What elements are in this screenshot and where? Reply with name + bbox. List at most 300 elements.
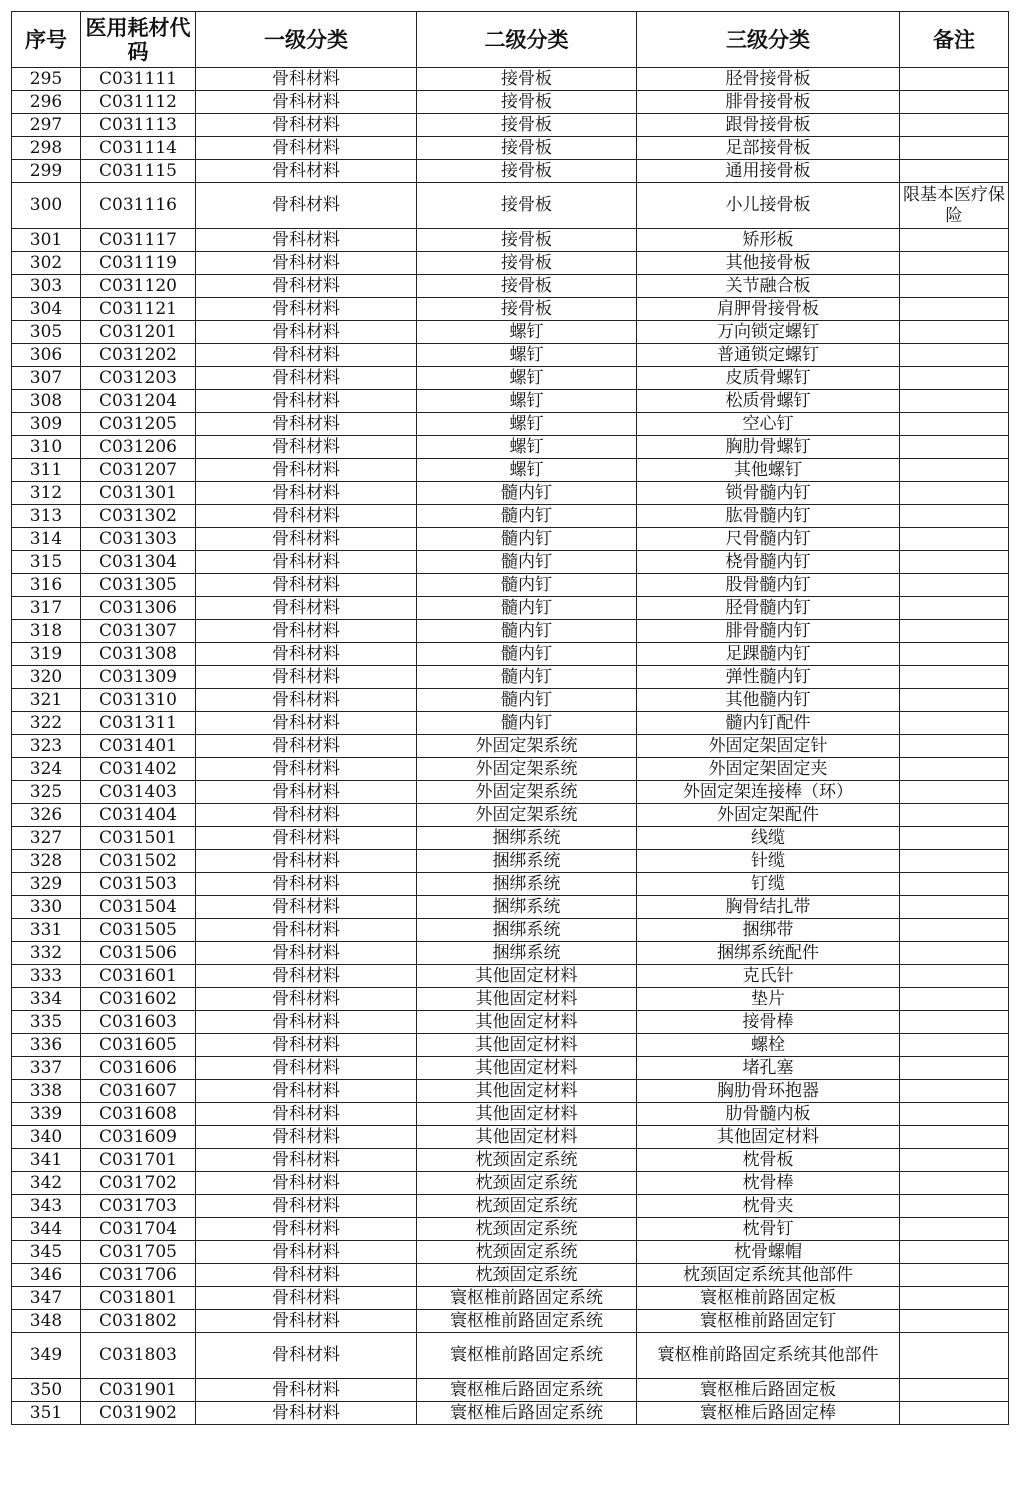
cell-level3: 寰枢椎前路固定系统其他部件 <box>637 1333 900 1379</box>
table-row <box>12 873 1009 896</box>
cell-level2: 髓内钉 <box>417 482 637 505</box>
cell-note <box>900 413 1009 436</box>
cell-level2: 枕颈固定系统 <box>417 1218 637 1241</box>
table-row <box>12 367 1009 390</box>
cell-code: C031602 <box>81 988 196 1011</box>
cell-level3: 捆绑带 <box>637 919 900 942</box>
cell-level3: 股骨髓内钉 <box>637 574 900 597</box>
cell-seq: 339 <box>12 1103 81 1126</box>
table-row <box>12 1034 1009 1057</box>
cell-note <box>900 620 1009 643</box>
cell-level1: 骨科材料 <box>196 390 417 413</box>
cell-level1: 骨科材料 <box>196 643 417 666</box>
cell-level3: 枕骨板 <box>637 1149 900 1172</box>
cell-level1: 骨科材料 <box>196 873 417 896</box>
cell-code: C031306 <box>81 597 196 620</box>
cell-level3: 小儿接骨板 <box>637 183 900 229</box>
cell-note <box>900 1149 1009 1172</box>
cell-level1: 骨科材料 <box>196 827 417 850</box>
table-body <box>12 68 1009 1425</box>
cell-note <box>900 1057 1009 1080</box>
cell-level1: 骨科材料 <box>196 1034 417 1057</box>
cell-level2: 接骨板 <box>417 160 637 183</box>
cell-note <box>900 252 1009 275</box>
cell-level3: 线缆 <box>637 827 900 850</box>
cell-code: C031307 <box>81 620 196 643</box>
cell-code: C031206 <box>81 436 196 459</box>
cell-level2: 接骨板 <box>417 91 637 114</box>
cell-level2: 接骨板 <box>417 183 637 229</box>
cell-seq: 328 <box>12 850 81 873</box>
cell-seq: 343 <box>12 1195 81 1218</box>
cell-note <box>900 160 1009 183</box>
cell-note <box>900 643 1009 666</box>
cell-level3: 外固定架固定针 <box>637 735 900 758</box>
cell-level2: 髓内钉 <box>417 666 637 689</box>
cell-note <box>900 344 1009 367</box>
cell-level2: 寰枢椎前路固定系统 <box>417 1310 637 1333</box>
cell-level1: 骨科材料 <box>196 597 417 620</box>
cell-note <box>900 1264 1009 1287</box>
cell-code: C031119 <box>81 252 196 275</box>
cell-seq: 324 <box>12 758 81 781</box>
cell-level2: 螺钉 <box>417 413 637 436</box>
cell-note <box>900 229 1009 252</box>
cell-code: C031403 <box>81 781 196 804</box>
table-row <box>12 712 1009 735</box>
cell-level3: 枕骨夹 <box>637 1195 900 1218</box>
table-row <box>12 298 1009 321</box>
cell-level2: 接骨板 <box>417 229 637 252</box>
table-row <box>12 689 1009 712</box>
cell-code: C031607 <box>81 1080 196 1103</box>
table-row <box>12 666 1009 689</box>
cell-code: C031204 <box>81 390 196 413</box>
cell-note <box>900 942 1009 965</box>
cell-level3: 枕骨螺帽 <box>637 1241 900 1264</box>
table-row <box>12 482 1009 505</box>
cell-level1: 骨科材料 <box>196 160 417 183</box>
table-row <box>12 735 1009 758</box>
cell-seq: 300 <box>12 183 81 229</box>
cell-level2: 其他固定材料 <box>417 1126 637 1149</box>
cell-level2: 髓内钉 <box>417 551 637 574</box>
cell-level3: 肋骨髓内板 <box>637 1103 900 1126</box>
cell-level3: 捆绑系统配件 <box>637 942 900 965</box>
cell-level1: 骨科材料 <box>196 1218 417 1241</box>
table-row <box>12 436 1009 459</box>
cell-level2: 外固定架系统 <box>417 781 637 804</box>
cell-code: C031901 <box>81 1379 196 1402</box>
cell-seq: 334 <box>12 988 81 1011</box>
cell-note <box>900 1172 1009 1195</box>
cell-note <box>900 1241 1009 1264</box>
cell-seq: 305 <box>12 321 81 344</box>
cell-code: C031606 <box>81 1057 196 1080</box>
cell-level2: 枕颈固定系统 <box>417 1172 637 1195</box>
cell-level1: 骨科材料 <box>196 68 417 91</box>
cell-level2: 枕颈固定系统 <box>417 1195 637 1218</box>
table-row <box>12 1126 1009 1149</box>
cell-code: C031112 <box>81 91 196 114</box>
cell-level3: 其他接骨板 <box>637 252 900 275</box>
cell-seq: 340 <box>12 1126 81 1149</box>
table-row <box>12 1218 1009 1241</box>
cell-level3: 枕骨棒 <box>637 1172 900 1195</box>
cell-seq: 310 <box>12 436 81 459</box>
cell-seq: 308 <box>12 390 81 413</box>
cell-code: C031310 <box>81 689 196 712</box>
cell-seq: 298 <box>12 137 81 160</box>
table-row <box>12 896 1009 919</box>
header-code: 医用耗材代码 <box>81 12 196 68</box>
cell-code: C031503 <box>81 873 196 896</box>
cell-note <box>900 850 1009 873</box>
cell-level3: 其他螺钉 <box>637 459 900 482</box>
cell-seq: 341 <box>12 1149 81 1172</box>
table-row <box>12 551 1009 574</box>
cell-code: C031504 <box>81 896 196 919</box>
cell-level3: 关节融合板 <box>637 275 900 298</box>
cell-note <box>900 712 1009 735</box>
cell-seq: 297 <box>12 114 81 137</box>
cell-note: 限基本医疗保险 <box>900 183 1009 229</box>
cell-level2: 接骨板 <box>417 275 637 298</box>
cell-level3: 足部接骨板 <box>637 137 900 160</box>
cell-level2: 螺钉 <box>417 390 637 413</box>
cell-level1: 骨科材料 <box>196 528 417 551</box>
cell-level2: 捆绑系统 <box>417 896 637 919</box>
cell-note <box>900 1080 1009 1103</box>
cell-level1: 骨科材料 <box>196 919 417 942</box>
cell-code: C031404 <box>81 804 196 827</box>
cell-level1: 骨科材料 <box>196 689 417 712</box>
cell-level3: 松质骨螺钉 <box>637 390 900 413</box>
cell-level3: 矫形板 <box>637 229 900 252</box>
cell-code: C031121 <box>81 298 196 321</box>
table-row <box>12 505 1009 528</box>
cell-seq: 315 <box>12 551 81 574</box>
cell-note <box>900 68 1009 91</box>
cell-seq: 351 <box>12 1402 81 1425</box>
cell-level1: 骨科材料 <box>196 91 417 114</box>
cell-level1: 骨科材料 <box>196 1310 417 1333</box>
cell-seq: 314 <box>12 528 81 551</box>
cell-level2: 其他固定材料 <box>417 1057 637 1080</box>
cell-level1: 骨科材料 <box>196 942 417 965</box>
cell-level1: 骨科材料 <box>196 505 417 528</box>
cell-level2: 枕颈固定系统 <box>417 1264 637 1287</box>
cell-seq: 307 <box>12 367 81 390</box>
cell-code: C031803 <box>81 1333 196 1379</box>
cell-level1: 骨科材料 <box>196 758 417 781</box>
table-row <box>12 919 1009 942</box>
table-row <box>12 390 1009 413</box>
cell-level2: 其他固定材料 <box>417 1011 637 1034</box>
cell-level1: 骨科材料 <box>196 183 417 229</box>
cell-level1: 骨科材料 <box>196 781 417 804</box>
cell-note <box>900 1011 1009 1034</box>
cell-note <box>900 91 1009 114</box>
cell-code: C031202 <box>81 344 196 367</box>
cell-level2: 髓内钉 <box>417 505 637 528</box>
cell-level2: 外固定架系统 <box>417 735 637 758</box>
cell-seq: 299 <box>12 160 81 183</box>
table-row <box>12 758 1009 781</box>
table-row <box>12 321 1009 344</box>
cell-code: C031801 <box>81 1287 196 1310</box>
cell-level1: 骨科材料 <box>196 321 417 344</box>
cell-level3: 空心钉 <box>637 413 900 436</box>
cell-level1: 骨科材料 <box>196 712 417 735</box>
cell-level2: 螺钉 <box>417 367 637 390</box>
cell-seq: 337 <box>12 1057 81 1080</box>
table-row <box>12 1264 1009 1287</box>
header-seq: 序号 <box>12 12 81 68</box>
table-row <box>12 643 1009 666</box>
table-row <box>12 781 1009 804</box>
cell-code: C031301 <box>81 482 196 505</box>
cell-level2: 外固定架系统 <box>417 758 637 781</box>
table-row <box>12 160 1009 183</box>
cell-level1: 骨科材料 <box>196 1080 417 1103</box>
table-row <box>12 1287 1009 1310</box>
cell-level3: 钉缆 <box>637 873 900 896</box>
table-row <box>12 413 1009 436</box>
cell-level2: 接骨板 <box>417 298 637 321</box>
cell-level1: 骨科材料 <box>196 1402 417 1425</box>
cell-code: C031205 <box>81 413 196 436</box>
cell-level3: 外固定架连接棒（环） <box>637 781 900 804</box>
cell-level1: 骨科材料 <box>196 114 417 137</box>
cell-code: C031401 <box>81 735 196 758</box>
cell-code: C031703 <box>81 1195 196 1218</box>
cell-code: C031601 <box>81 965 196 988</box>
cell-level2: 其他固定材料 <box>417 1034 637 1057</box>
cell-note <box>900 735 1009 758</box>
cell-seq: 302 <box>12 252 81 275</box>
cell-seq: 332 <box>12 942 81 965</box>
cell-note <box>900 551 1009 574</box>
cell-note <box>900 666 1009 689</box>
cell-seq: 318 <box>12 620 81 643</box>
cell-code: C031111 <box>81 68 196 91</box>
cell-level3: 枕颈固定系统其他部件 <box>637 1264 900 1287</box>
cell-code: C031309 <box>81 666 196 689</box>
cell-level1: 骨科材料 <box>196 735 417 758</box>
cell-seq: 345 <box>12 1241 81 1264</box>
cell-level3: 髓内钉配件 <box>637 712 900 735</box>
table-row <box>12 1103 1009 1126</box>
cell-seq: 346 <box>12 1264 81 1287</box>
cell-level3: 寰枢椎前路固定钉 <box>637 1310 900 1333</box>
cell-code: C031207 <box>81 459 196 482</box>
cell-note <box>900 1310 1009 1333</box>
cell-seq: 317 <box>12 597 81 620</box>
cell-level1: 骨科材料 <box>196 1057 417 1080</box>
cell-level3: 足踝髓内钉 <box>637 643 900 666</box>
cell-level1: 骨科材料 <box>196 436 417 459</box>
cell-note <box>900 528 1009 551</box>
cell-level2: 寰枢椎前路固定系统 <box>417 1287 637 1310</box>
cell-code: C031501 <box>81 827 196 850</box>
cell-level3: 桡骨髓内钉 <box>637 551 900 574</box>
cell-code: C031402 <box>81 758 196 781</box>
cell-code: C031802 <box>81 1310 196 1333</box>
cell-code: C031704 <box>81 1218 196 1241</box>
cell-level1: 骨科材料 <box>196 459 417 482</box>
cell-seq: 329 <box>12 873 81 896</box>
cell-level3: 接骨棒 <box>637 1011 900 1034</box>
table-row <box>12 183 1009 229</box>
cell-note <box>900 459 1009 482</box>
cell-note <box>900 988 1009 1011</box>
cell-level3: 寰枢椎后路固定板 <box>637 1379 900 1402</box>
cell-seq: 319 <box>12 643 81 666</box>
cell-level3: 弹性髓内钉 <box>637 666 900 689</box>
cell-level1: 骨科材料 <box>196 1011 417 1034</box>
cell-note <box>900 298 1009 321</box>
cell-note <box>900 1402 1009 1425</box>
cell-level2: 其他固定材料 <box>417 1103 637 1126</box>
cell-note <box>900 1287 1009 1310</box>
table-row <box>12 137 1009 160</box>
cell-note <box>900 114 1009 137</box>
header-level3: 三级分类 <box>637 12 900 68</box>
cell-level1: 骨科材料 <box>196 298 417 321</box>
cell-level1: 骨科材料 <box>196 551 417 574</box>
cell-level1: 骨科材料 <box>196 1379 417 1402</box>
cell-seq: 303 <box>12 275 81 298</box>
cell-level1: 骨科材料 <box>196 620 417 643</box>
cell-seq: 347 <box>12 1287 81 1310</box>
cell-code: C031116 <box>81 183 196 229</box>
cell-level2: 枕颈固定系统 <box>417 1241 637 1264</box>
cell-level1: 骨科材料 <box>196 1241 417 1264</box>
cell-note <box>900 597 1009 620</box>
cell-seq: 333 <box>12 965 81 988</box>
table-row <box>12 528 1009 551</box>
cell-level1: 骨科材料 <box>196 965 417 988</box>
cell-level1: 骨科材料 <box>196 413 417 436</box>
table-row <box>12 804 1009 827</box>
cell-level2: 捆绑系统 <box>417 942 637 965</box>
cell-level1: 骨科材料 <box>196 1333 417 1379</box>
table-row <box>12 229 1009 252</box>
cell-note <box>900 919 1009 942</box>
cell-code: C031302 <box>81 505 196 528</box>
table-row <box>12 114 1009 137</box>
cell-seq: 306 <box>12 344 81 367</box>
cell-seq: 338 <box>12 1080 81 1103</box>
table-row <box>12 988 1009 1011</box>
cell-level2: 寰枢椎后路固定系统 <box>417 1379 637 1402</box>
cell-level2: 髓内钉 <box>417 528 637 551</box>
cell-level2: 其他固定材料 <box>417 965 637 988</box>
cell-level3: 胸骨结扎带 <box>637 896 900 919</box>
cell-level2: 接骨板 <box>417 114 637 137</box>
header-note: 备注 <box>900 12 1009 68</box>
cell-seq: 321 <box>12 689 81 712</box>
table-row <box>12 1402 1009 1425</box>
cell-seq: 322 <box>12 712 81 735</box>
cell-code: C031115 <box>81 160 196 183</box>
cell-level3: 通用接骨板 <box>637 160 900 183</box>
header-level2: 二级分类 <box>417 12 637 68</box>
cell-level3: 胫骨接骨板 <box>637 68 900 91</box>
table-row <box>12 1333 1009 1379</box>
cell-code: C031502 <box>81 850 196 873</box>
cell-level3: 外固定架固定夹 <box>637 758 900 781</box>
cell-seq: 296 <box>12 91 81 114</box>
cell-level1: 骨科材料 <box>196 1287 417 1310</box>
cell-level2: 枕颈固定系统 <box>417 1149 637 1172</box>
table-row <box>12 1057 1009 1080</box>
cell-note <box>900 137 1009 160</box>
cell-level1: 骨科材料 <box>196 1126 417 1149</box>
cell-code: C031203 <box>81 367 196 390</box>
cell-seq: 309 <box>12 413 81 436</box>
table-row <box>12 68 1009 91</box>
cell-note <box>900 390 1009 413</box>
cell-code: C031705 <box>81 1241 196 1264</box>
table-row <box>12 275 1009 298</box>
table-row <box>12 574 1009 597</box>
cell-code: C031608 <box>81 1103 196 1126</box>
cell-level2: 捆绑系统 <box>417 827 637 850</box>
cell-seq: 344 <box>12 1218 81 1241</box>
cell-level1: 骨科材料 <box>196 666 417 689</box>
cell-note <box>900 574 1009 597</box>
cell-level1: 骨科材料 <box>196 1264 417 1287</box>
header-level1: 一级分类 <box>196 12 417 68</box>
cell-note <box>900 689 1009 712</box>
cell-note <box>900 482 1009 505</box>
cell-code: C031506 <box>81 942 196 965</box>
cell-level2: 接骨板 <box>417 137 637 160</box>
cell-seq: 325 <box>12 781 81 804</box>
header-row <box>12 12 1009 68</box>
cell-code: C031505 <box>81 919 196 942</box>
cell-level3: 堵孔塞 <box>637 1057 900 1080</box>
cell-level3: 尺骨髓内钉 <box>637 528 900 551</box>
cell-seq: 304 <box>12 298 81 321</box>
table-row <box>12 1241 1009 1264</box>
consumables-table <box>11 11 1009 1425</box>
cell-code: C031609 <box>81 1126 196 1149</box>
table-row <box>12 850 1009 873</box>
table-row <box>12 1310 1009 1333</box>
cell-level3: 肩胛骨接骨板 <box>637 298 900 321</box>
table-row <box>12 597 1009 620</box>
cell-seq: 313 <box>12 505 81 528</box>
cell-note <box>900 827 1009 850</box>
cell-seq: 320 <box>12 666 81 689</box>
cell-level3: 腓骨接骨板 <box>637 91 900 114</box>
cell-seq: 327 <box>12 827 81 850</box>
cell-level2: 螺钉 <box>417 459 637 482</box>
cell-seq: 348 <box>12 1310 81 1333</box>
cell-level2: 其他固定材料 <box>417 1080 637 1103</box>
cell-code: C031113 <box>81 114 196 137</box>
cell-level2: 髓内钉 <box>417 597 637 620</box>
cell-note <box>900 965 1009 988</box>
table-row <box>12 1172 1009 1195</box>
cell-note <box>900 275 1009 298</box>
table-row <box>12 965 1009 988</box>
cell-seq: 331 <box>12 919 81 942</box>
cell-level1: 骨科材料 <box>196 1149 417 1172</box>
